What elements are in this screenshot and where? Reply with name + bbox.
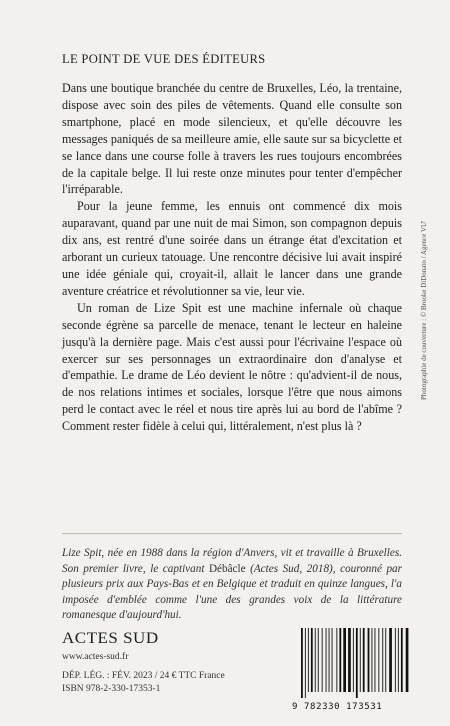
barcode-digits: 9 782330 173531 <box>292 702 383 712</box>
photo-credit: Photographie de couverture : © Brooke DiDonato / Agence VU' <box>420 220 428 400</box>
synopsis-paragraph-1: Dans une boutique branchée du centre de Bruxelles, Léo, la trentaine, dispose avec soin des piles de vêtements. Quand elle consulte son smartphone, placé en mode silencieux, et qu'elle découvre les messages paniqués de sa meilleure amie, elle saute sur sa bicyclette et se lance dans une course folle à travers les rues toujours encombrées de la capitale belge. Il lui reste onze minutes pour tenter d'empêcher l'irréparable. <box>62 81 402 197</box>
book-title: Débâcle <box>208 562 246 575</box>
publisher-logo: ACTES SUD <box>62 628 159 647</box>
publisher-url[interactable]: www.actes-sud.fr <box>62 652 129 662</box>
legal-deposit: DÉP. LÉG. : FÉV. 2023 / 24 € TTC France <box>62 671 225 681</box>
barcode-icon <box>299 628 411 698</box>
divider <box>62 533 402 534</box>
legal-info <box>62 670 225 695</box>
author-bio-part-2: (Actes Sud, 2018), couronné par plusieurs prix aux Pays-Bas et en Belgique et traduit en quinze langues, l'a imposée d'emblée comme l'une des grandes voix de la littérature romanesque d'aujourd'hui. <box>62 562 402 621</box>
isbn: ISBN 978-2-330-17353-1 <box>62 683 161 694</box>
author-bio <box>62 546 402 624</box>
author-bio-part-1: Lize Spit, née en 1988 dans la région d'Anvers, vit et travaille à Bruxelles. Son premier livre, le captivant <box>62 547 402 575</box>
synopsis <box>62 80 402 435</box>
synopsis-paragraph-2: Pour la jeune femme, les ennuis ont commencé dix mois auparavant, quand par une nuit de mai Simon, son compagnon depuis dix ans, est rentré d'une soirée dans un étrange état d'excitation et arborant un curieux tatouage. Une rencontre décisive lui avait inspiré une idée géniale qui, croyait-il, allait le lancer dans une grande aventure créatrice et révolutionner sa vie, leur vie. <box>62 199 402 298</box>
synopsis-paragraph-3: Un roman de Lize Spit est une machine infernale où chaque seconde égrène sa parcelle de menace, tenant le lecteur en haleine jusqu'à la dernière page. Mais c'est aussi pour l'écrivaine l'espace où exercer sur ses personnages un extraordinaire don d'analyse et d'empathie. Le drame de Léo devient le nôtre : qu'advient-il de nous, de nos relations intimes et sociales, lorsque l'être que nous aimons perd le contact avec le réel et nous tire après lui au bord de l'abîme ? Comment rester fidèle à celui qui, littéralement, n'est plus là ? <box>62 300 402 434</box>
section-heading: LE POINT DE VUE DES ÉDITEURS <box>62 52 266 66</box>
